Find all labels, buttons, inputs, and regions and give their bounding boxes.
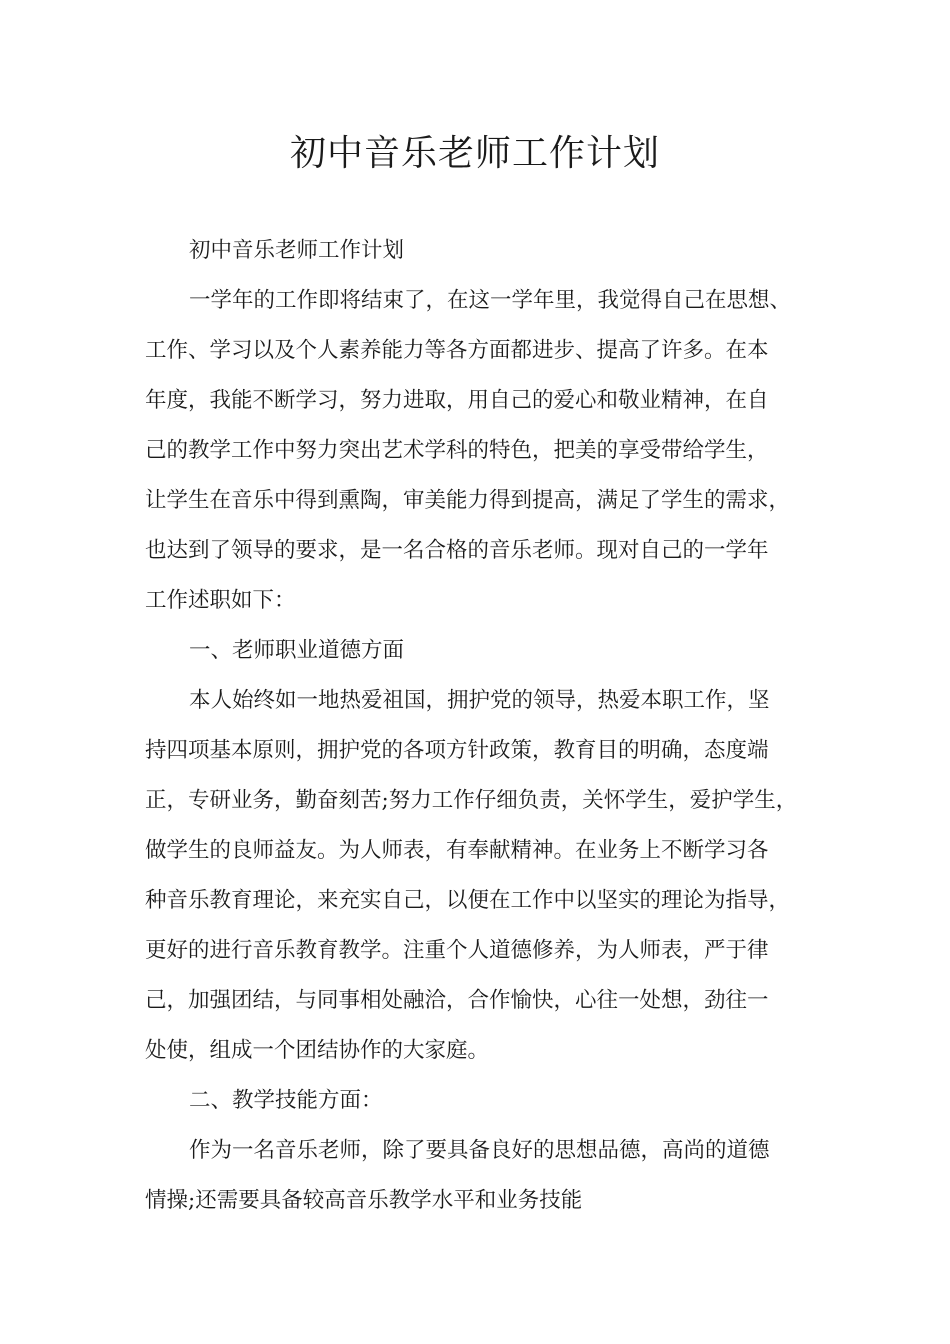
text-line: 己，加强团结，与同事相处融洽，合作愉快，心往一处想，劲往一 — [145, 988, 769, 1013]
text-line: 二、教学技能方面： — [189, 1088, 383, 1113]
text-line: 也达到了领导的要求，是一名合格的音乐老师。现对自己的一学年 — [145, 538, 769, 563]
text-line: 情操;还需要具备较高音乐教学水平和业务技能 — [145, 1188, 583, 1213]
text-line: 种音乐教育理论，来充实自己，以便在工作中以坚实的理论为指导， — [145, 888, 791, 913]
text-line: 持四项基本原则，拥护党的各项方针政策，教育目的明确，态度端 — [145, 738, 769, 763]
text-line: 己的教学工作中努力突出艺术学科的特色，把美的享受带给学生， — [145, 438, 769, 463]
text-line: 处使，组成一个团结协作的大家庭。 — [145, 1038, 490, 1063]
text-line: 让学生在音乐中得到熏陶，审美能力得到提高，满足了学生的需求， — [145, 488, 791, 513]
text-line: 正，专研业务，勤奋刻苦;努力工作仔细负责，关怀学生，爱护学生， — [145, 788, 798, 813]
text-line: 作为一名音乐老师，除了要具备良好的思想品德，高尚的道德 — [189, 1138, 770, 1163]
text-line: 初中音乐老师工作计划 — [189, 238, 405, 263]
text-line: 一、老师职业道德方面 — [189, 638, 405, 663]
text-line: 一学年的工作即将结束了，在这一学年里，我觉得自己在思想、 — [189, 288, 792, 313]
text-line: 工作、学习以及个人素养能力等各方面都进步、提高了许多。在本 — [145, 338, 769, 363]
text-line: 本人始终如一地热爱祖国，拥护党的领导，热爱本职工作，坚 — [189, 688, 770, 713]
document-title: 初中音乐老师工作计划 — [289, 133, 660, 174]
text-line: 更好的进行音乐教育教学。注重个人道德修养，为人师表，严于律 — [145, 938, 769, 963]
text-line: 年度，我能不断学习，努力进取，用自己的爱心和敬业精神，在自 — [145, 388, 769, 413]
text-line: 工作述职如下： — [145, 588, 296, 613]
text-line: 做学生的良师益友。为人师表，有奉献精神。在业务上不断学习各 — [145, 838, 769, 863]
document-body — [145, 226, 825, 1226]
